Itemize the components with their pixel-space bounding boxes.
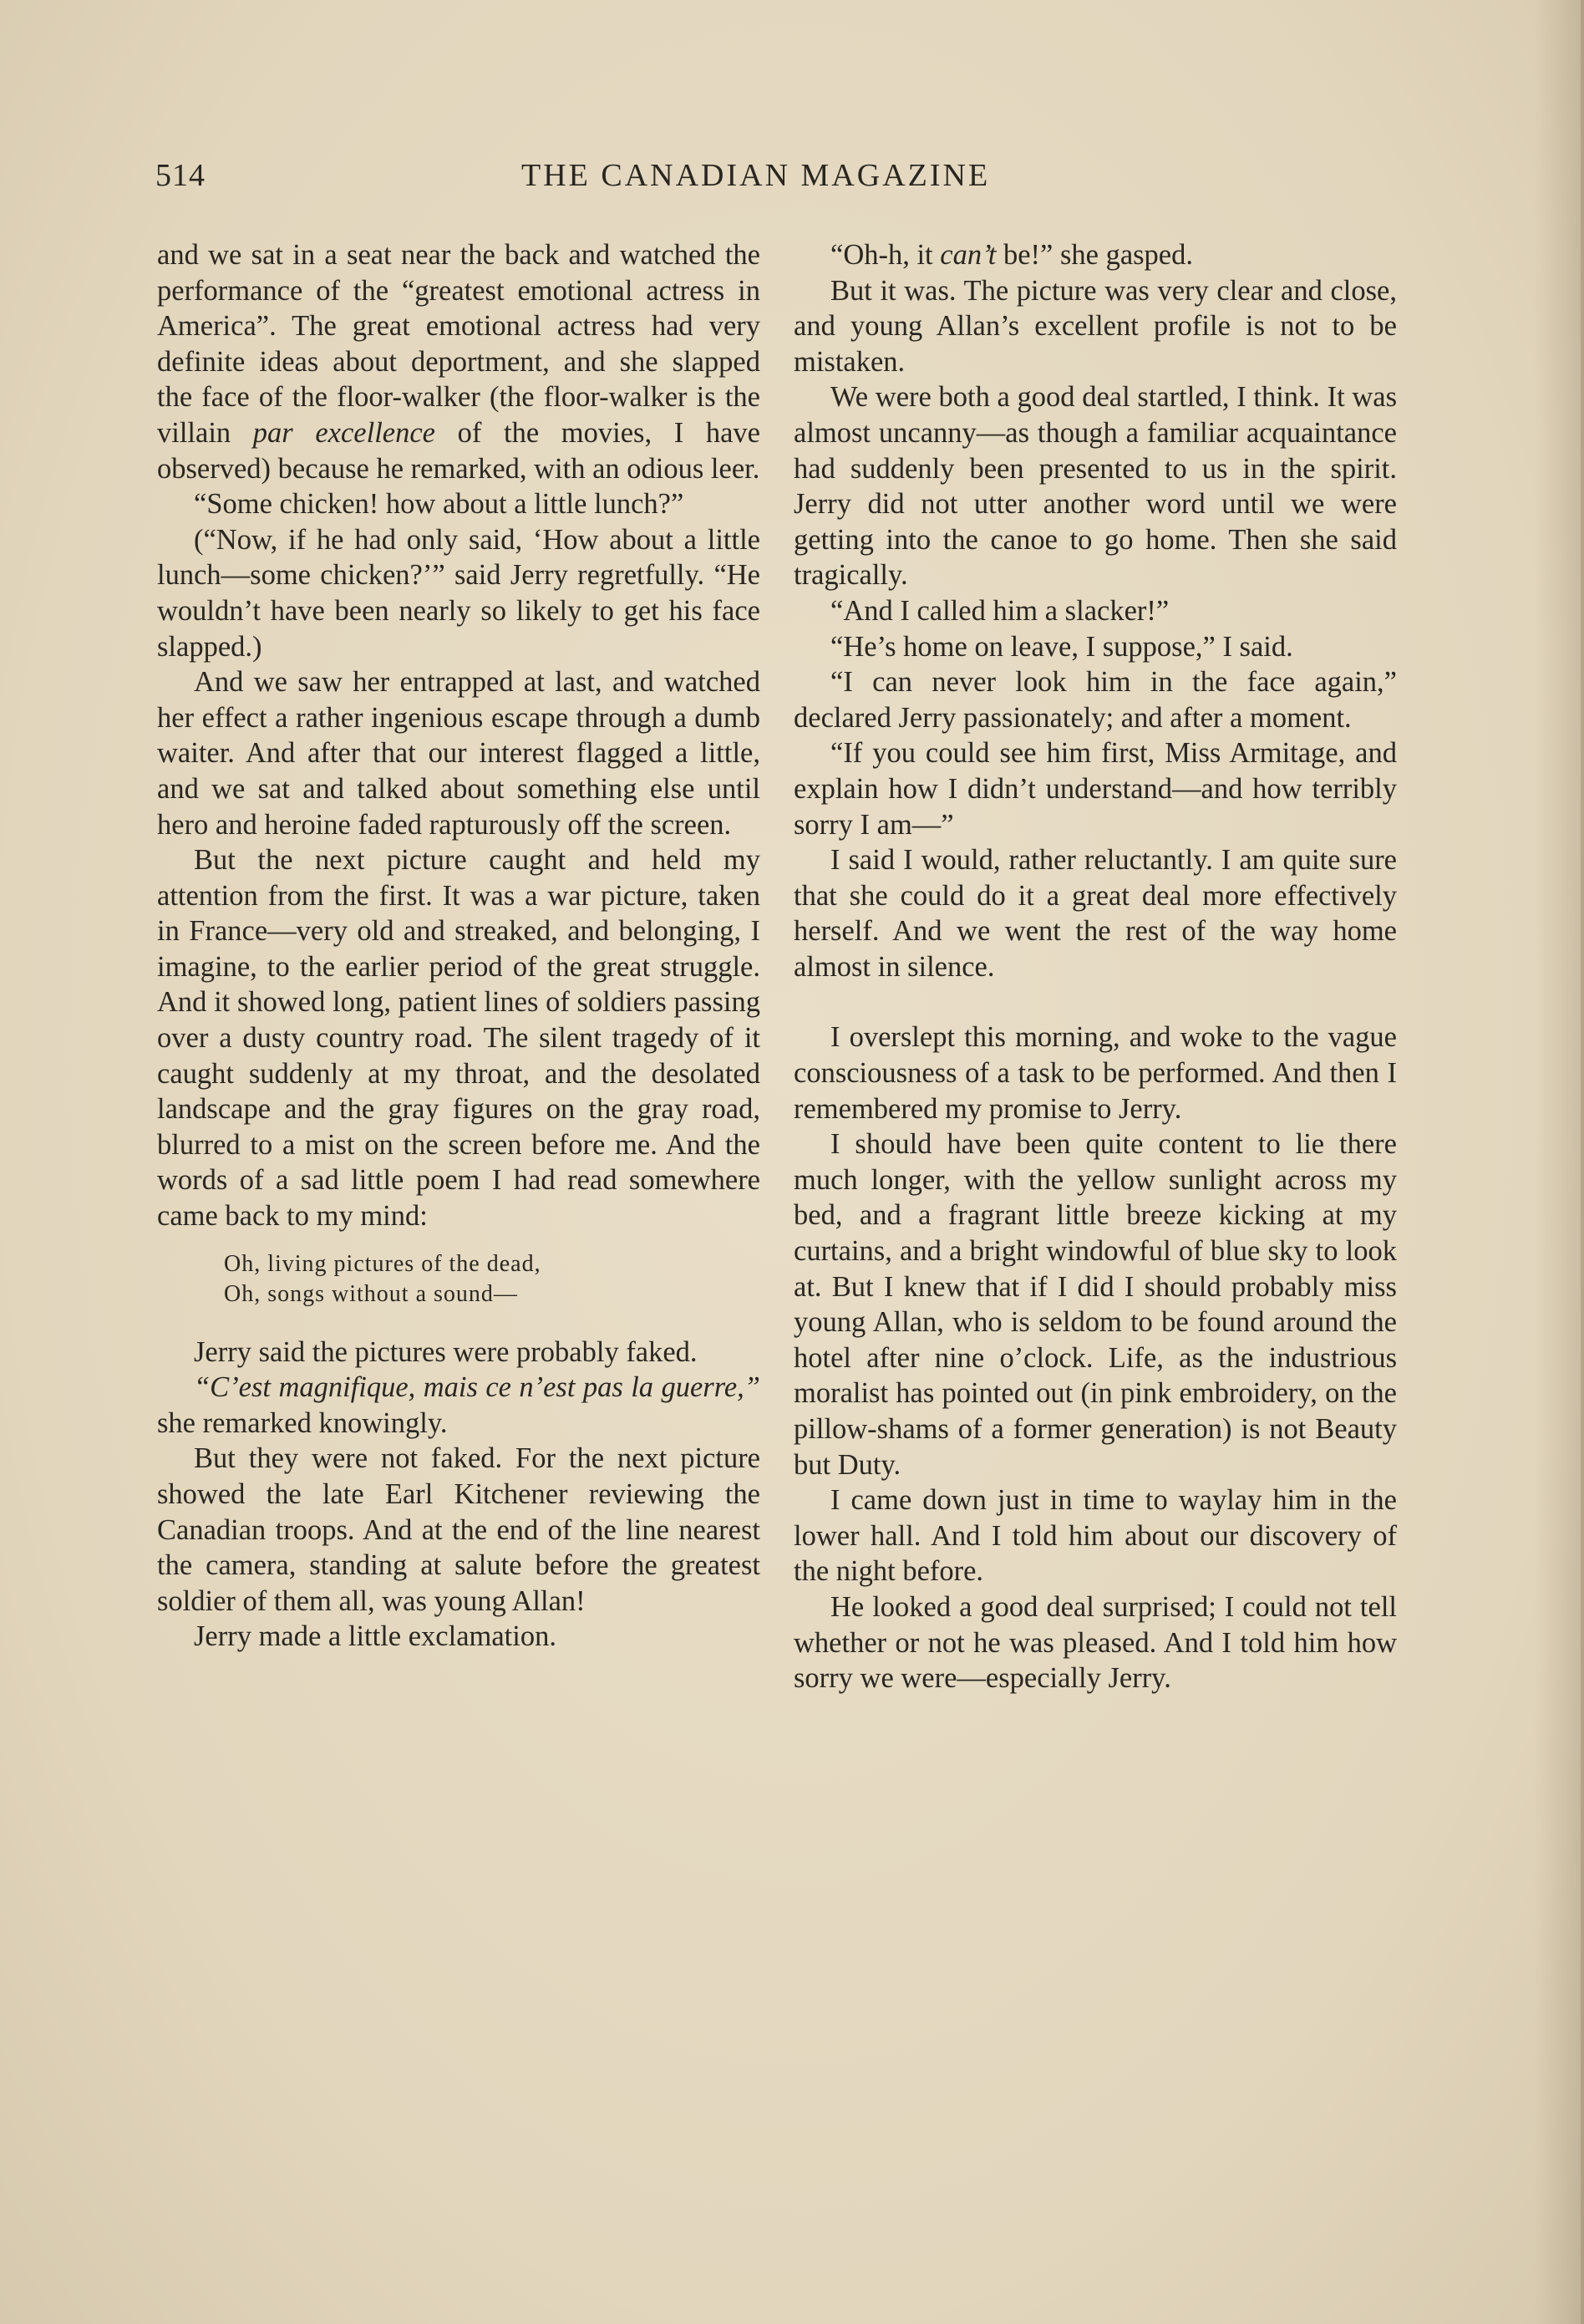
left-column	[157, 237, 760, 1655]
italic-phrase: par excellence	[252, 416, 435, 449]
paragraph: But it was. The picture was very clear and close, and young Allan’s excellent profile is not to be mistaken.	[794, 274, 1397, 378]
right-column	[794, 237, 1397, 1696]
paragraph: “And I called him a slacker!”	[830, 594, 1170, 627]
paragraph: and we sat in a seat near the back and watched the performance of the “greatest emotional actress in America”. The great emotional actress had very definite ideas about deportment, and she slapped the face of the floor-walker (the floor-walker is the villain par excellence of the movies, I have observed) because he remarked, with an odious leer.	[157, 239, 760, 485]
page-edge-shadow	[1534, 0, 1584, 2324]
italic-phrase: “C’est magnifique, mais ce n’est pas la guerre,”	[194, 1371, 760, 1404]
paragraph: I said I would, rather reluctantly. I am quite sure that she could do it a great deal more effectively herself. And we went the rest of the way home almost in silence.	[794, 844, 1397, 983]
paragraph: “I can never look him in the face again,” declared Jerry passionately; and after a moment.	[794, 666, 1397, 734]
italic-phrase: can’t	[940, 239, 997, 271]
paragraph: I came down just in time to waylay him in the lower hall. And I told him about our discovery of the night before.	[794, 1484, 1397, 1588]
paragraph: Jerry said the pictures were probably faked.	[194, 1335, 698, 1368]
paragraph: He looked a good deal surprised; I could not tell whether or not he was pleased. And I told him how sorry we were—especially Jerry.	[794, 1590, 1397, 1695]
poem-line: Oh, songs without a sound—	[224, 1280, 518, 1307]
paragraph: (“Now, if he had only said, ‘How about a little lunch—some chicken?’” said Jerry regretfully. “He wouldn’t have been nearly so likely to get his face slapped.)	[157, 523, 760, 663]
running-head: THE CANADIAN MAGAZINE	[521, 158, 991, 193]
page-number: 514	[155, 158, 206, 193]
paragraph: Jerry made a little exclamation.	[194, 1620, 556, 1653]
paragraph: “Oh-h, it can’t be!” she gasped.	[830, 239, 1193, 271]
paragraph: I overslept this morning, and woke to the vague consciousness of a task to be performed. And then I remembered my promise to Jerry.	[794, 1021, 1397, 1125]
paragraph: “He’s home on leave, I suppose,” I said.	[830, 630, 1293, 663]
paragraph: “Some chicken! how about a little lunch?”	[194, 488, 684, 521]
poem-quote	[224, 1249, 760, 1309]
page-header	[155, 157, 1409, 199]
paragraph: We were both a good deal startled, I think. It was almost uncanny—as though a familiar acquaintance had suddenly been presented to us in the spirit. Jerry did not utter another word until we were getting into the canoe to go home. Then she said tragically.	[794, 381, 1397, 592]
paragraph: But they were not faked. For the next picture showed the late Earl Kitchener reviewing the Canadian troops. And at the end of the line nearest the camera, standing at salute before the greatest soldier of them all, was young Allan!	[157, 1442, 760, 1617]
paragraph: “If you could see him first, Miss Armitage, and explain how I didn’t understand—and how terribly sorry I am—”	[794, 737, 1397, 841]
paragraph: But the next picture caught and held my attention from the first. It was a war picture, taken in France—very old and streaked, and belonging, I imagine, to the earlier period of the great struggle. And it showed long, patient lines of soldiers passing over a dusty country road. The silent tragedy of it caught suddenly at my throat, and the desolated landscape and the gray figures on the gray road, blurred to a mist on the screen before me. And the words of a sad little poem I had read somewhere came back to my mind:	[157, 844, 760, 1233]
paragraph: “C’est magnifique, mais ce n’est pas la guerre,” she remarked knowingly.	[157, 1371, 760, 1439]
poem-line: Oh, living pictures of the dead,	[224, 1250, 541, 1277]
paragraph: And we saw her entrapped at last, and watched her effect a rather ingenious escape through a dumb waiter. And after that our interest flagged a little, and we sat and talked about something else until hero and heroine faded rapturously off the screen.	[157, 666, 760, 841]
paragraph: I should have been quite content to lie there much longer, with the yellow sunlight across my bed, and a fragrant little breeze kicking at my curtains, and a bright windowful of blue sky to look at. But I knew that if I did I should probably miss young Allan, who is seldom to be found around the hotel after nine o’clock. Life, as the industrious moralist has pointed out (in pink embroidery, on the pillow-shams of a former generation) is not Beauty but Duty.	[794, 1128, 1397, 1481]
page-edge	[1581, 0, 1584, 2324]
